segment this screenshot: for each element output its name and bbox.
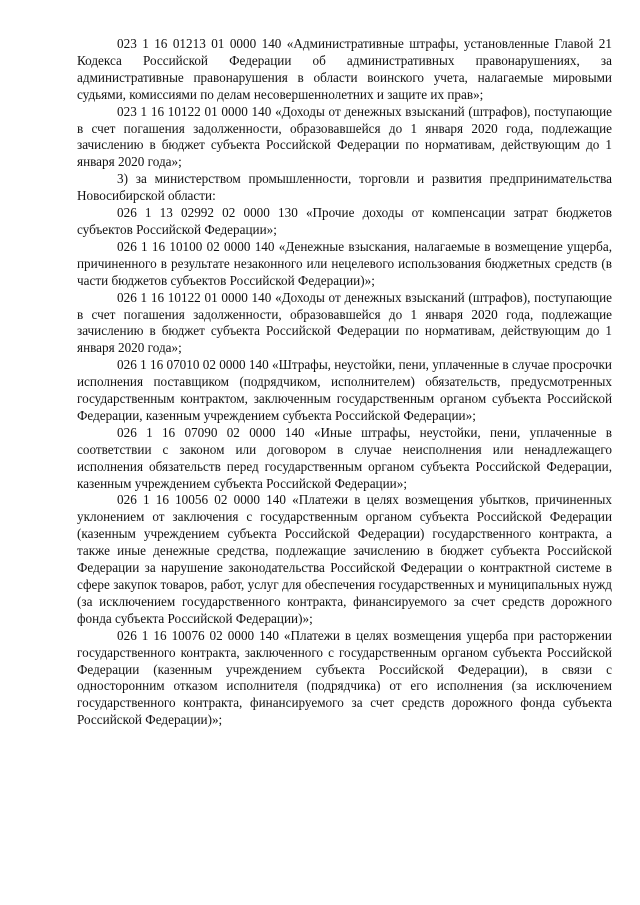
paragraph-code-026-10122: 026 1 16 10122 01 0000 140 «Доходы от денежных взысканий (штрафов), поступающие в счет погашения задолженности, образовавшейся до 1 января 2020 года, подлежащие зачислению в бюджет субъекта Российской Федерации по нормативам, действующим до 1 января 2020 года»;	[77, 289, 612, 356]
paragraph-code-023-01213: 023 1 16 01213 01 0000 140 «Административные штрафы, установленные Главой 21 Кодекса Российской Федерации об административных правонарушениях, за административные правонарушения в области воинского учета, налагаемые мировыми судьями, комиссиями по делам несовершеннолетних и защите их прав»;	[77, 36, 612, 102]
paragraph-ministry-heading: 3) за министерством промышленности, торговли и развития предпринимательства Новосибирской области:	[77, 171, 612, 204]
paragraph-code-026-10056: 026 1 16 10056 02 0000 140 «Платежи в целях возмещения убытков, причиненных уклонением от заключения с государственным органом субъекта Российской Федерации (казенным учреждением субъекта Российской Федерации) государственного контракта, а также иные денежные средства, подлежащие зачислению в бюджет субъекта Российской Федерации за нарушение законодательства Российской Федерации о контрактной системе в сфере закупок товаров, работ, услуг для обеспечения государственных и муниципальных нужд (за исключением государственного контракта, финансируемого за счет средств дорожного фонда субъекта Российской Федерации)»;	[77, 492, 612, 626]
paragraph-code-026-02992: 026 1 13 02992 02 0000 130 «Прочие доходы от компенсации затрат бюджетов субъектов Российской Федерации»;	[77, 205, 612, 237]
paragraph-code-026-07090: 026 1 16 07090 02 0000 140 «Иные штрафы, неустойки, пени, уплаченные в соответствии с законом или договором в случае неисполнения или ненадлежащего исполнения обязательств перед государственным органом субъекта Российской Федерации, казенным учреждением субъекта Российской Федерации»;	[77, 424, 612, 491]
paragraph-code-026-07010: 026 1 16 07010 02 0000 140 «Штрафы, неустойки, пени, уплаченные в случае просрочки исполнения поставщиком (подрядчиком, исполнителем) обязательств, предусмотренных государственным контрактом, заключенным государственным органом субъекта Российской Федерации, казенным учреждением субъекта Российской Федерации»;	[77, 357, 612, 423]
paragraph-code-023-10122: 023 1 16 10122 01 0000 140 «Доходы от денежных взысканий (штрафов), поступающие в счет погашения задолженности, образовавшейся до 1 января 2020 года, подлежащие зачислению в бюджет субъекта Российской Федерации по нормативам, действующим до 1 января 2020 года»;	[77, 103, 612, 170]
paragraph-code-026-10076: 026 1 16 10076 02 0000 140 «Платежи в целях возмещения ущерба при расторжении государственного контракта, заключенного с государственным органом субъекта Российской Федерации (казенным учреждением субъекта Российской Федерации), в связи с односторонним отказом исполнителя (подрядчика) от его исполнения (за исключением государственного контракта, финансируемого за счет средств дорожного фонда субъекта Российской Федерации)»;	[77, 627, 612, 728]
paragraph-code-026-10100: 026 1 16 10100 02 0000 140 «Денежные взыскания, налагаемые в возмещение ущерба, причиненного в результате незаконного или нецелевого использования бюджетных средств (в части бюджетов субъектов Российской Федерации)»;	[77, 238, 612, 288]
